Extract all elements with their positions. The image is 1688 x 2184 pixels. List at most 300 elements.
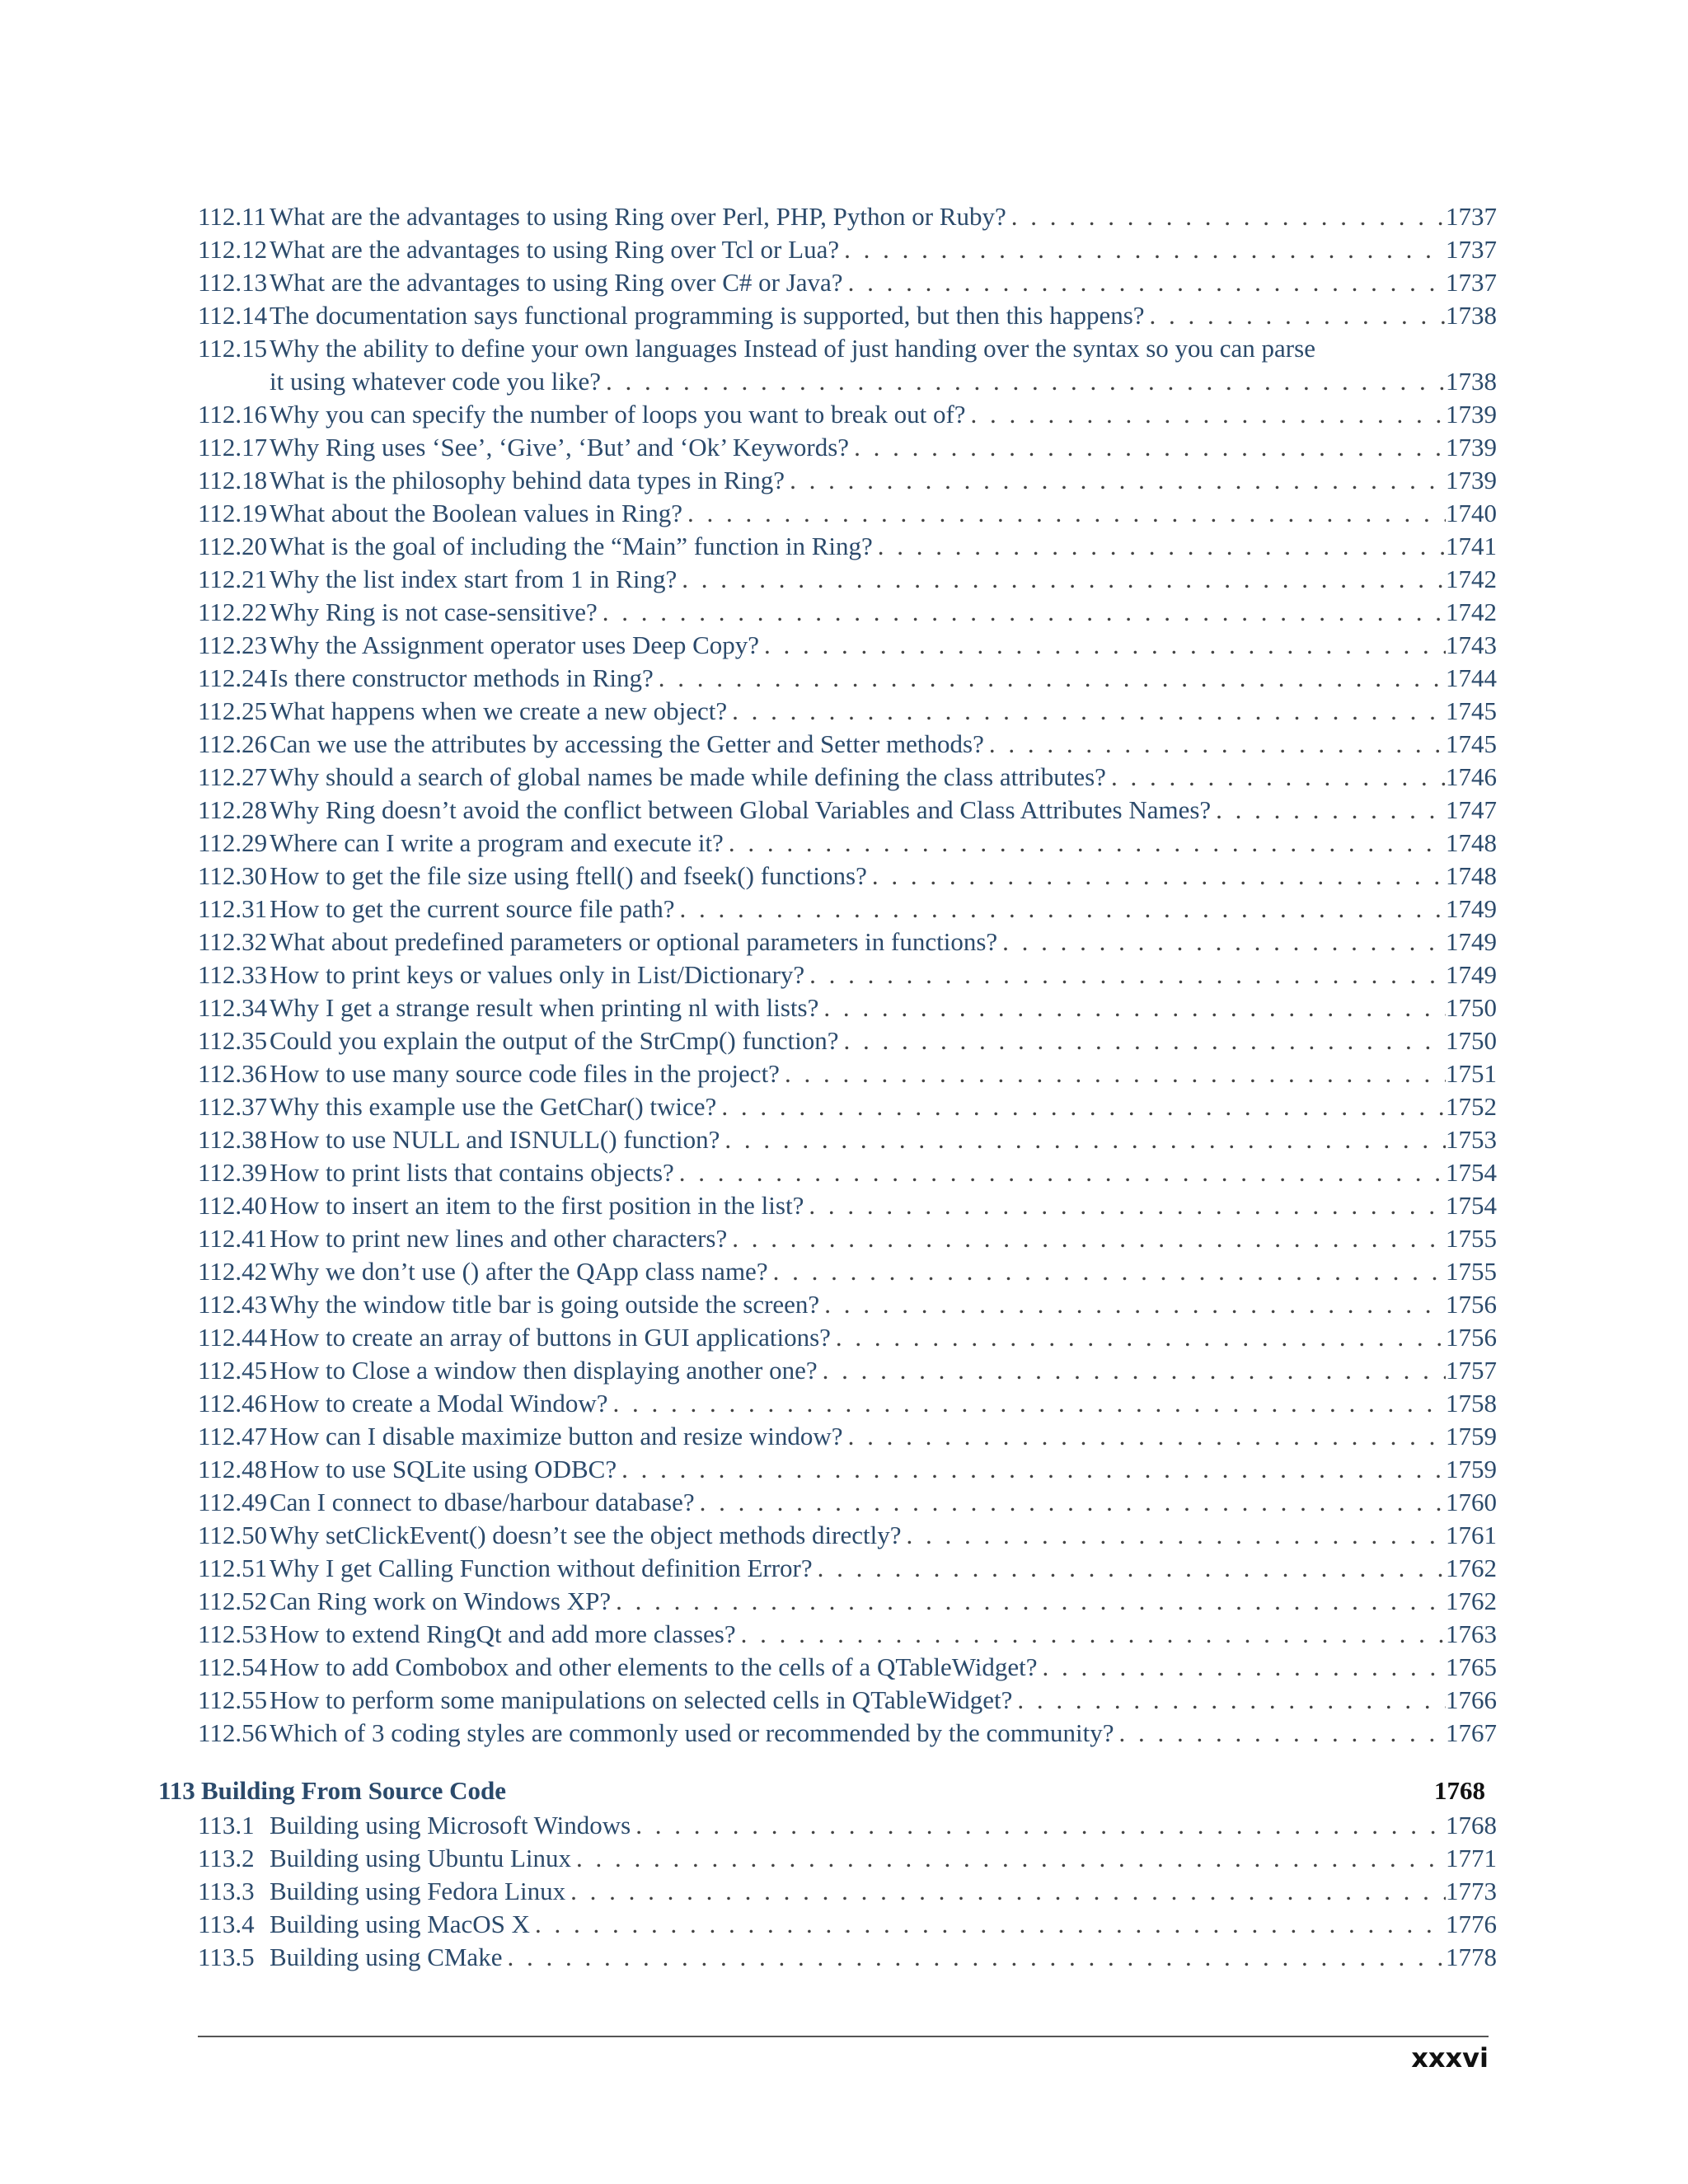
- entry-page[interactable]: 1756: [1446, 1290, 1497, 1319]
- dot-leader: [901, 1519, 1446, 1552]
- entry-page[interactable]: 1738: [1446, 301, 1497, 330]
- toc-entry[interactable]: [198, 1486, 1497, 1519]
- entry-title-link[interactable]: How to Close a window then displaying another one?: [270, 1356, 818, 1385]
- toc-entry[interactable]: [198, 299, 1497, 332]
- toc-entry[interactable]: [198, 563, 1497, 596]
- entry-title-link[interactable]: Why I get a strange result when printing nl with lists?: [270, 993, 819, 1022]
- toc-entry[interactable]: [198, 1618, 1497, 1651]
- toc-entry[interactable]: [198, 1024, 1497, 1057]
- toc-entry-row: [198, 1519, 1497, 1552]
- entry-number: 112.23: [198, 630, 268, 659]
- dot-leader: [720, 1123, 1446, 1156]
- entry-title-link[interactable]: Building using Fedora Linux: [270, 1877, 566, 1905]
- toc-entry[interactable]: [198, 266, 1497, 299]
- toc-entry[interactable]: [198, 464, 1497, 497]
- toc-entry-row: [198, 1156, 1497, 1189]
- toc-entry-row: [198, 1321, 1497, 1354]
- entry-page[interactable]: 1759: [1446, 1455, 1497, 1483]
- entry-number: 112.28: [198, 795, 268, 824]
- entry-number: 113.3: [198, 1877, 255, 1905]
- entry-number: 112.30: [198, 861, 268, 890]
- entry-page[interactable]: 1750: [1446, 1026, 1497, 1055]
- entry-title-link[interactable]: Is there constructor methods in Ring?: [270, 663, 654, 692]
- entry-number: 112.39: [198, 1158, 268, 1187]
- entry-title-link[interactable]: How to get the current source file path?: [270, 894, 675, 923]
- entry-title-link[interactable]: How to extend RingQt and add more classes?: [270, 1619, 736, 1648]
- dot-leader: [631, 1809, 1446, 1842]
- entry-page[interactable]: 1751: [1446, 1059, 1497, 1088]
- toc-entry[interactable]: [198, 1908, 1497, 1941]
- dot-leader: [759, 629, 1446, 662]
- toc-entry[interactable]: [198, 1387, 1497, 1420]
- toc-entry-row: [198, 1255, 1497, 1288]
- page-number: xxxvi: [1411, 2042, 1489, 2074]
- entry-page[interactable]: 1761: [1446, 1521, 1497, 1549]
- entry-title-link[interactable]: Building using CMake: [270, 1943, 503, 1971]
- entry-title-link[interactable]: Can we use the attributes by accessing the Getter and Setter methods?: [270, 729, 984, 758]
- entry-title-link[interactable]: How to use many source code files in the project?: [270, 1059, 780, 1088]
- entry-page[interactable]: 1760: [1446, 1488, 1497, 1516]
- entry-page[interactable]: 1737: [1446, 202, 1497, 231]
- toc-entry[interactable]: [198, 893, 1497, 926]
- dot-leader: [813, 1552, 1446, 1585]
- entry-page[interactable]: 1765: [1446, 1652, 1497, 1681]
- entry-number: 112.47: [198, 1422, 268, 1451]
- entry-title-link[interactable]: Can Ring work on Windows XP?: [270, 1586, 612, 1615]
- entry-number: 112.49: [198, 1488, 268, 1516]
- toc-entry[interactable]: [198, 1717, 1497, 1750]
- entry-title-link[interactable]: How to insert an item to the first position in the list?: [270, 1191, 804, 1220]
- dot-leader: [1114, 1717, 1446, 1750]
- entry-number: 112.43: [198, 1290, 268, 1319]
- entry-title-link[interactable]: Which of 3 coding styles are commonly used or recommended by the community?: [270, 1718, 1114, 1747]
- entry-number: 112.44: [198, 1323, 268, 1352]
- entry-number: 113.1: [198, 1811, 255, 1840]
- entry-title-link[interactable]: Building using Microsoft Windows: [270, 1811, 631, 1840]
- entry-page[interactable]: 1762: [1446, 1586, 1497, 1615]
- dot-leader: [843, 1420, 1446, 1453]
- toc-entry[interactable]: [198, 1809, 1497, 1842]
- dot-leader: [675, 893, 1446, 926]
- entry-number: 112.11: [198, 202, 266, 231]
- entry-number: 112.27: [198, 762, 268, 791]
- toc-entry[interactable]: [198, 827, 1497, 860]
- entry-number: 112.25: [198, 696, 268, 725]
- toc-entry-row: [198, 431, 1497, 464]
- entry-page[interactable]: 1771: [1446, 1844, 1497, 1872]
- toc-entry[interactable]: [198, 398, 1497, 431]
- entry-number: 112.54: [198, 1652, 268, 1681]
- toc-entry[interactable]: [198, 233, 1497, 266]
- entry-title-link[interactable]: How to print lists that contains objects?: [270, 1158, 674, 1187]
- chapter-113-heading[interactable]: [158, 1776, 1497, 1809]
- entry-page[interactable]: 1763: [1446, 1619, 1497, 1648]
- entry-number: 112.21: [198, 565, 268, 593]
- entry-page[interactable]: 1745: [1446, 729, 1497, 758]
- entry-page[interactable]: 1742: [1446, 565, 1497, 593]
- entry-page[interactable]: 1749: [1446, 894, 1497, 923]
- entry-page[interactable]: 1743: [1446, 630, 1497, 659]
- chapter-page[interactable]: 1768: [1434, 1776, 1485, 1805]
- entry-number: 112.29: [198, 828, 268, 857]
- entry-title-link[interactable]: What is the philosophy behind data types in Ring?: [270, 466, 785, 494]
- entry-title-link[interactable]: What are the advantages to using Ring over Tcl or Lua?: [270, 235, 840, 264]
- entry-title-link[interactable]: Why you can specify the number of loops you want to break out of?: [270, 400, 966, 429]
- toc-entry-row: [198, 893, 1497, 926]
- toc-entry[interactable]: [198, 1941, 1497, 1974]
- toc-entry[interactable]: [198, 695, 1497, 728]
- entry-number: 112.38: [198, 1125, 268, 1154]
- dot-leader: [1006, 200, 1446, 233]
- toc-entry[interactable]: [198, 1651, 1497, 1684]
- dot-leader: [839, 1024, 1446, 1057]
- entry-number: 112.24: [198, 663, 268, 692]
- entry-page[interactable]: 1749: [1446, 927, 1497, 956]
- toc-entry-row: [198, 1684, 1497, 1717]
- toc-entry[interactable]: [198, 332, 1497, 398]
- toc-entry[interactable]: [198, 926, 1497, 958]
- entry-page[interactable]: 1750: [1446, 993, 1497, 1022]
- entry-title-link[interactable]: How to get the file size using ftell() and fseek() functions?: [270, 861, 867, 890]
- entry-page[interactable]: 1739: [1446, 433, 1497, 462]
- toc-entry[interactable]: [198, 1585, 1497, 1618]
- toc-entry-row: [198, 530, 1497, 563]
- entry-page[interactable]: 1745: [1446, 696, 1497, 725]
- entry-title-link[interactable]: Why I get Calling Function without definition Error?: [270, 1554, 813, 1582]
- entry-page[interactable]: 1756: [1446, 1323, 1497, 1352]
- toc-entry-row: [198, 1057, 1497, 1090]
- dot-leader: [727, 1222, 1446, 1255]
- dot-leader: [804, 1189, 1446, 1222]
- toc-entry[interactable]: [198, 1875, 1497, 1908]
- dot-leader: [695, 1486, 1446, 1519]
- toc-entry-row: [198, 1618, 1497, 1651]
- entry-page[interactable]: 1748: [1446, 828, 1497, 857]
- toc-entry-row: [198, 1717, 1497, 1750]
- toc-entry[interactable]: [198, 1684, 1497, 1717]
- entry-page[interactable]: 1757: [1446, 1356, 1497, 1385]
- toc-entry-row: [198, 1842, 1497, 1875]
- dot-leader: [736, 1618, 1446, 1651]
- entry-title-link[interactable]: Why the ability to define your own languages Instead of just handing over the syntax so you can parse: [270, 334, 1315, 363]
- dot-leader: [966, 398, 1446, 431]
- toc-entry[interactable]: [198, 1519, 1497, 1552]
- dot-leader: [608, 1387, 1446, 1420]
- toc-entry-row: [198, 1090, 1497, 1123]
- toc-entry[interactable]: [198, 958, 1497, 991]
- toc-entry[interactable]: [198, 200, 1497, 233]
- dot-leader: [780, 1057, 1446, 1090]
- toc-entry[interactable]: [198, 1354, 1497, 1387]
- entry-page[interactable]: 1773: [1446, 1877, 1497, 1905]
- toc-entry[interactable]: [198, 1057, 1497, 1090]
- dot-leader: [849, 431, 1446, 464]
- toc-entry-row: [198, 1123, 1497, 1156]
- dot-leader: [1145, 299, 1446, 332]
- toc-entry[interactable]: [198, 629, 1497, 662]
- toc-entry-row: [198, 464, 1497, 497]
- dot-leader: [565, 1875, 1446, 1908]
- entry-page[interactable]: 1742: [1446, 598, 1497, 626]
- table-of-contents: [158, 200, 1497, 1974]
- entry-number: 112.22: [198, 598, 268, 626]
- entry-number: 112.45: [198, 1356, 268, 1385]
- entry-title-link[interactable]: What happens when we create a new object?: [270, 696, 728, 725]
- dot-leader: [617, 1453, 1446, 1486]
- toc-entry[interactable]: [198, 1288, 1497, 1321]
- entry-number: 112.52: [198, 1586, 268, 1615]
- dot-leader: [818, 991, 1446, 1024]
- entry-page[interactable]: 1762: [1446, 1554, 1497, 1582]
- entry-number: 112.12: [198, 235, 268, 264]
- toc-entry[interactable]: [198, 1222, 1497, 1255]
- entry-title-link[interactable]: How to perform some manipulations on selected cells in QTableWidget?: [270, 1685, 1013, 1714]
- entry-page[interactable]: 1755: [1446, 1257, 1497, 1286]
- entry-title-link[interactable]: Why Ring doesn’t avoid the conflict between Global Variables and Class Attributes Names?: [270, 795, 1212, 824]
- entry-page[interactable]: 1747: [1446, 795, 1497, 824]
- dot-leader: [768, 1255, 1446, 1288]
- entry-title-link[interactable]: Why setClickEvent() doesn’t see the object methods directly?: [270, 1521, 902, 1549]
- toc-entry[interactable]: [198, 1090, 1497, 1123]
- toc-entry-row: [198, 1809, 1497, 1842]
- toc-entry[interactable]: [198, 1842, 1497, 1875]
- dot-leader: [843, 266, 1446, 299]
- toc-entry-row: [198, 1222, 1497, 1255]
- entry-page[interactable]: 1766: [1446, 1685, 1497, 1714]
- entry-number: 112.51: [198, 1554, 268, 1582]
- toc-entry[interactable]: [198, 530, 1497, 563]
- entry-page[interactable]: 1739: [1446, 400, 1497, 429]
- entry-page[interactable]: 1748: [1446, 861, 1497, 890]
- chapter-title[interactable]: Building From Source Code: [201, 1776, 507, 1805]
- toc-entry-row: [198, 1941, 1497, 1974]
- entry-page[interactable]: 1740: [1446, 499, 1497, 527]
- dot-leader: [997, 926, 1446, 958]
- entry-page[interactable]: 1776: [1446, 1910, 1497, 1938]
- entry-page[interactable]: 1737: [1446, 268, 1497, 297]
- toc-entry-row: [198, 563, 1497, 596]
- entry-title-link[interactable]: Why the window title bar is going outside the screen?: [270, 1290, 820, 1319]
- dot-leader: [727, 695, 1446, 728]
- toc-entry-row: [198, 1420, 1497, 1453]
- dot-leader: [1012, 1684, 1446, 1717]
- dot-leader: [819, 1288, 1446, 1321]
- dot-leader: [571, 1842, 1446, 1875]
- toc-entry-row: [198, 332, 1497, 365]
- dot-leader: [677, 563, 1446, 596]
- toc-entry-row: [198, 1552, 1497, 1585]
- dot-leader: [818, 1354, 1446, 1387]
- entry-title-link[interactable]: Why Ring is not case-sensitive?: [270, 598, 598, 626]
- entry-number: 112.31: [198, 894, 268, 923]
- toc-entry[interactable]: [198, 1123, 1497, 1156]
- entry-number: 112.56: [198, 1718, 268, 1747]
- entry-title-link[interactable]: Why Ring uses ‘See’, ‘Give’, ‘But’ and ‘Ok’ Keywords?: [270, 433, 850, 462]
- entry-title-link[interactable]: Why we don’t use () after the QApp class name?: [270, 1257, 768, 1286]
- entry-number: 112.14: [198, 301, 268, 330]
- entry-title-link[interactable]: What are the advantages to using Ring over C# or Java?: [270, 268, 843, 297]
- entry-title-link[interactable]: Can I connect to dbase/harbour database?: [270, 1488, 695, 1516]
- entry-title-link[interactable]: Could you explain the output of the StrCmp() function?: [270, 1026, 839, 1055]
- chapter-number: 113: [158, 1776, 195, 1805]
- entry-number: 112.33: [198, 960, 268, 989]
- toc-entry-row: [198, 1189, 1497, 1222]
- entry-number: 113.2: [198, 1844, 255, 1872]
- entry-number: 112.55: [198, 1685, 268, 1714]
- toc-entry[interactable]: [198, 662, 1497, 695]
- toc-entry-row: [198, 596, 1497, 629]
- toc-entry-row: [198, 1651, 1497, 1684]
- entry-title-link[interactable]: Why the Assignment operator uses Deep Copy?: [270, 630, 760, 659]
- entry-title-link[interactable]: How to create an array of buttons in GUI applications?: [270, 1323, 831, 1352]
- toc-entry-row: [198, 233, 1497, 266]
- toc-entry[interactable]: [198, 860, 1497, 893]
- toc-entry[interactable]: [198, 1189, 1497, 1222]
- entry-number: 112.40: [198, 1191, 268, 1220]
- toc-entry[interactable]: [198, 1552, 1497, 1585]
- toc-entry-row: [198, 1387, 1497, 1420]
- dot-leader: [839, 233, 1446, 266]
- toc-entry-row-continued: [198, 365, 1497, 398]
- toc-entry-row: [198, 497, 1497, 530]
- entry-page[interactable]: 1755: [1446, 1224, 1497, 1253]
- toc-entry-row: [198, 1453, 1497, 1486]
- entry-page[interactable]: 1768: [1446, 1811, 1497, 1840]
- entry-page[interactable]: 1749: [1446, 960, 1497, 989]
- toc-entry-row: [198, 299, 1497, 332]
- toc-entry-row: [198, 629, 1497, 662]
- toc-entry-row: [198, 200, 1497, 233]
- entry-page[interactable]: 1753: [1446, 1125, 1497, 1154]
- entry-number: 112.20: [198, 532, 268, 560]
- toc-entry-row: [198, 1486, 1497, 1519]
- dot-leader: [785, 464, 1446, 497]
- dot-leader: [502, 1941, 1446, 1974]
- toc-entry[interactable]: [198, 794, 1497, 827]
- entry-number: 112.42: [198, 1257, 268, 1286]
- entry-number: 112.13: [198, 268, 268, 297]
- dot-leader: [873, 530, 1446, 563]
- toc-entry-row: [198, 266, 1497, 299]
- toc-entry[interactable]: [198, 1453, 1497, 1486]
- toc-entry[interactable]: [198, 1321, 1497, 1354]
- entry-title-link[interactable]: Why should a search of global names be made while defining the class attributes?: [270, 762, 1106, 791]
- dot-leader: [724, 827, 1446, 860]
- entry-page[interactable]: 1744: [1446, 663, 1497, 692]
- entry-title-link[interactable]: Why this example use the GetChar() twice?: [270, 1092, 717, 1121]
- entry-page[interactable]: 1739: [1446, 466, 1497, 494]
- dot-leader: [984, 728, 1446, 761]
- entry-title-continued[interactable]: it using whatever code you like?: [270, 367, 602, 396]
- entry-page[interactable]: 1759: [1446, 1422, 1497, 1451]
- toc-entry[interactable]: [198, 1420, 1497, 1453]
- toc-entry[interactable]: [198, 497, 1497, 530]
- entry-page[interactable]: 1737: [1446, 235, 1497, 264]
- section-113-list: [198, 1809, 1497, 1974]
- entry-number: 112.26: [198, 729, 268, 758]
- entry-page[interactable]: 1758: [1446, 1389, 1497, 1418]
- toc-entry[interactable]: [198, 1255, 1497, 1288]
- entry-title-link[interactable]: The documentation says functional programming is supported, but then this happens?: [270, 301, 1145, 330]
- entry-number: 112.46: [198, 1389, 268, 1418]
- dot-leader: [1211, 794, 1446, 827]
- entry-number: 113.4: [198, 1910, 255, 1938]
- toc-entry-row: [198, 728, 1497, 761]
- toc-entry-row: [198, 761, 1497, 794]
- entry-title-link[interactable]: How to create a Modal Window?: [270, 1389, 608, 1418]
- entry-title-link[interactable]: How to add Combobox and other elements to the cells of a QTableWidget?: [270, 1652, 1038, 1681]
- toc-entry[interactable]: [198, 991, 1497, 1024]
- toc-entry[interactable]: [198, 728, 1497, 761]
- toc-entry[interactable]: [198, 596, 1497, 629]
- dot-leader: [611, 1585, 1446, 1618]
- entry-page[interactable]: 1754: [1446, 1158, 1497, 1187]
- entry-title-link[interactable]: How can I disable maximize button and resize window?: [270, 1422, 843, 1451]
- entry-title-link[interactable]: What are the advantages to using Ring over Perl, PHP, Python or Ruby?: [270, 202, 1006, 231]
- toc-entry[interactable]: [198, 761, 1497, 794]
- toc-entry-row: [198, 398, 1497, 431]
- dot-leader: [601, 365, 1446, 398]
- dot-leader: [682, 497, 1446, 530]
- entry-page[interactable]: 1738: [1446, 367, 1497, 396]
- section-112-list: [198, 200, 1497, 1750]
- toc-entry-row: [198, 662, 1497, 695]
- entry-number: 112.17: [198, 433, 268, 462]
- entry-number: 112.50: [198, 1521, 268, 1549]
- entry-title-link[interactable]: Building using MacOS X: [270, 1910, 531, 1938]
- toc-entry[interactable]: [198, 431, 1497, 464]
- entry-number: 112.37: [198, 1092, 268, 1121]
- entry-title-link[interactable]: How to print keys or values only in List/Dictionary?: [270, 960, 805, 989]
- entry-page[interactable]: 1746: [1446, 762, 1497, 791]
- entry-page[interactable]: 1767: [1446, 1718, 1497, 1747]
- entry-number: 113.5: [198, 1943, 255, 1971]
- toc-entry-row: [198, 926, 1497, 958]
- toc-entry-row: [198, 1585, 1497, 1618]
- dot-leader: [831, 1321, 1446, 1354]
- dot-leader: [674, 1156, 1446, 1189]
- entry-page[interactable]: 1754: [1446, 1191, 1497, 1220]
- entry-number: 112.19: [198, 499, 268, 527]
- entry-title-link[interactable]: What about the Boolean values in Ring?: [270, 499, 683, 527]
- dot-leader: [867, 860, 1446, 893]
- entry-title-link[interactable]: Where can I write a program and execute it?: [270, 828, 724, 857]
- dot-leader: [804, 958, 1446, 991]
- entry-page[interactable]: 1741: [1446, 532, 1497, 560]
- entry-title-link[interactable]: What is the goal of including the “Main” function in Ring?: [270, 532, 873, 560]
- toc-entry-row: [198, 1908, 1497, 1941]
- toc-entry-row: [198, 860, 1497, 893]
- toc-entry-row: [198, 1354, 1497, 1387]
- entry-title-link[interactable]: How to print new lines and other characters?: [270, 1224, 728, 1253]
- entry-title-link[interactable]: How to use SQLite using ODBC?: [270, 1455, 617, 1483]
- footer-rule: [198, 2036, 1489, 2037]
- entry-title-link[interactable]: What about predefined parameters or optional parameters in functions?: [270, 927, 998, 956]
- entry-page[interactable]: 1752: [1446, 1092, 1497, 1121]
- toc-entry[interactable]: [198, 1156, 1497, 1189]
- dot-leader: [1106, 761, 1446, 794]
- entry-number: 112.48: [198, 1455, 268, 1483]
- entry-number: 112.53: [198, 1619, 268, 1648]
- entry-title-link[interactable]: Why the list index start from 1 in Ring?: [270, 565, 678, 593]
- toc-entry-row: [198, 991, 1497, 1024]
- entry-number: 112.32: [198, 927, 268, 956]
- entry-title-link[interactable]: How to use NULL and ISNULL() function?: [270, 1125, 720, 1154]
- toc-entry-row: [198, 1875, 1497, 1908]
- entry-number: 112.16: [198, 400, 268, 429]
- entry-title-link[interactable]: Building using Ubuntu Linux: [270, 1844, 571, 1872]
- entry-page[interactable]: 1778: [1446, 1943, 1497, 1971]
